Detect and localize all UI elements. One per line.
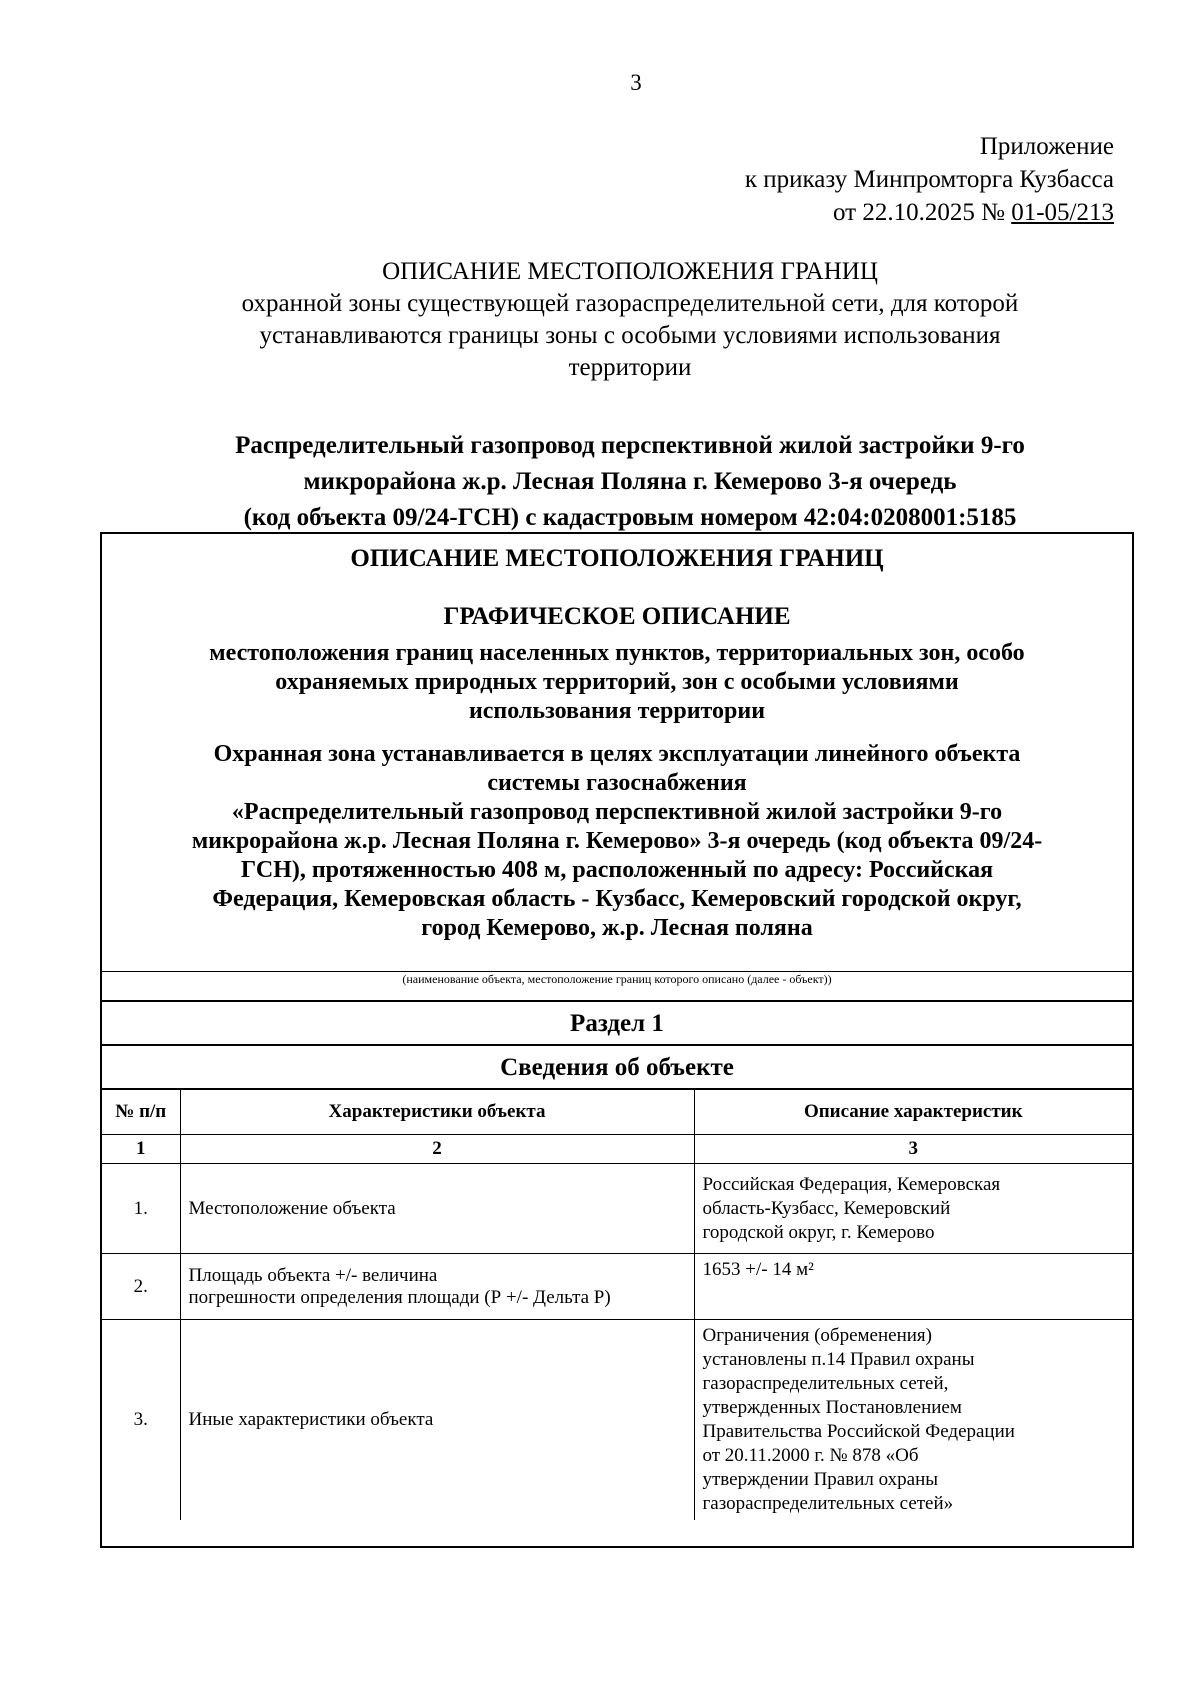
table-header-row (102, 1089, 1132, 1135)
column-number: 2 (180, 1135, 694, 1164)
description-line: газораспределительных сетей, (702, 1373, 949, 1394)
characteristic-line: погрешности определения площади (Р +/- Дельта Р) (188, 1286, 611, 1308)
column-numbers-row (102, 1135, 1132, 1164)
object-title-line: Распределительный газопровод перспективной жилой застройки 9-го (235, 432, 1025, 459)
protection-zone-line: системы газоснабжения (487, 770, 747, 796)
table-row (102, 1164, 1132, 1254)
row-characteristic (180, 1254, 694, 1320)
document-subtitle-line: устанавливаются границы зоны с особыми условиями использования (259, 322, 1001, 349)
appendix-order-ref: к приказу Минпромторга Кузбасса (744, 166, 1114, 193)
table-row (102, 1254, 1132, 1320)
protection-zone-line: ГСН), протяженностью 408 м, расположенный по адресу: Российская (240, 857, 994, 883)
description-line: городской округ, г. Кемерово (702, 1221, 935, 1243)
page-number: 3 (630, 70, 642, 95)
characteristic-line: Площадь объекта +/- величина (188, 1264, 438, 1286)
section-heading: Раздел 1 (102, 1000, 1132, 1046)
description-line: установлены п.14 Правил охраны (702, 1349, 975, 1370)
graphic-description-line: местоположения границ населенных пунктов, территориальных зон, особо (209, 640, 1025, 666)
row-description (694, 1164, 1132, 1254)
characteristic-line: Иные характеристики объекта (188, 1409, 434, 1430)
object-info-table (102, 1088, 1132, 1520)
column-header-characteristics: Характеристики объекта (180, 1089, 694, 1135)
boundary-description-form (100, 532, 1134, 1548)
column-number: 1 (102, 1135, 180, 1164)
description-line: Правительства Российской Федерации (702, 1421, 1015, 1442)
document-subtitle-line: территории (568, 354, 692, 381)
description-line: от 20.11.2000 г. № 878 «Об (702, 1445, 919, 1466)
graphic-description-title: ГРАФИЧЕСКОЕ ОПИСАНИЕ (443, 603, 791, 630)
row-description (694, 1254, 1132, 1320)
appendix-label: Приложение (979, 133, 1114, 160)
object-title (150, 428, 1110, 536)
column-header-description: Описание характеристик (694, 1089, 1132, 1135)
document-subtitle-line: охранной зоны существующей газораспределительной сети, для которой (241, 290, 1019, 317)
description-line: Российская Федерация, Кемеровская (702, 1173, 1001, 1195)
object-name-note: (наименование объекта, местоположение границ которого описано (далее - объект)) (402, 972, 832, 986)
row-number: 2. (102, 1254, 180, 1320)
protection-zone-line: Федерация, Кемеровская область - Кузбасс, Кемеровский городской округ, (212, 886, 1022, 912)
form-header (102, 534, 1132, 971)
graphic-description-line: охраняемых природных территорий, зон с особыми условиями (275, 669, 959, 695)
document-title (150, 256, 1110, 384)
protection-zone-line: Охранная зона устанавливается в целях эксплуатации линейного объекта (213, 741, 1021, 767)
description-line: газораспределительных сетей» (702, 1493, 954, 1514)
appendix-block (745, 130, 1114, 229)
order-number: 01-05/213 (1011, 199, 1114, 226)
graphic-description-text (122, 639, 1112, 726)
description-line: Ограничения (обременения) (702, 1325, 932, 1346)
row-number: 3. (102, 1320, 180, 1521)
order-date-prefix: от 22.10.2025 № (833, 199, 1005, 226)
document-heading: ОПИСАНИЕ МЕСТОПОЛОЖЕНИЯ ГРАНИЦ (382, 258, 878, 285)
protection-zone-line: город Кемерово, ж.р. Лесная поляна (421, 915, 813, 941)
description-line: 1653 +/- 14 м² (702, 1259, 814, 1280)
column-number: 3 (694, 1135, 1132, 1164)
appendix-order-date (745, 196, 1114, 229)
row-description (694, 1320, 1132, 1521)
protection-zone-line: «Распределительный газопровод перспективной жилой застройки 9-го (231, 799, 1003, 825)
row-characteristic (180, 1320, 694, 1521)
row-number: 1. (102, 1164, 180, 1254)
form-title: ОПИСАНИЕ МЕСТОПОЛОЖЕНИЯ ГРАНИЦ (350, 545, 884, 572)
object-title-line: микрорайона ж.р. Лесная Поляна г. Кемерово 3-я очередь (303, 468, 957, 495)
column-header-number: № п/п (102, 1089, 180, 1135)
characteristic-line: Местоположение объекта (188, 1197, 396, 1219)
description-line: утверждении Правил охраны (702, 1469, 938, 1490)
graphic-description-line: использования территории (468, 698, 766, 724)
description-line: утвержденных Постановлением (702, 1397, 962, 1418)
row-characteristic (180, 1164, 694, 1254)
object-title-line: (код объекта 09/24-ГСН) с кадастровым номером 42:04:0208001:5185 (243, 504, 1017, 531)
table-row (102, 1320, 1132, 1521)
protection-zone-line: микрорайона ж.р. Лесная Поляна г. Кемерово» 3-я очередь (код объекта 09/24- (191, 828, 1043, 854)
protection-zone-text (112, 740, 1122, 943)
section-title: Сведения об объекте (102, 1044, 1132, 1090)
description-line: область-Кузбасс, Кемеровский (702, 1197, 951, 1219)
